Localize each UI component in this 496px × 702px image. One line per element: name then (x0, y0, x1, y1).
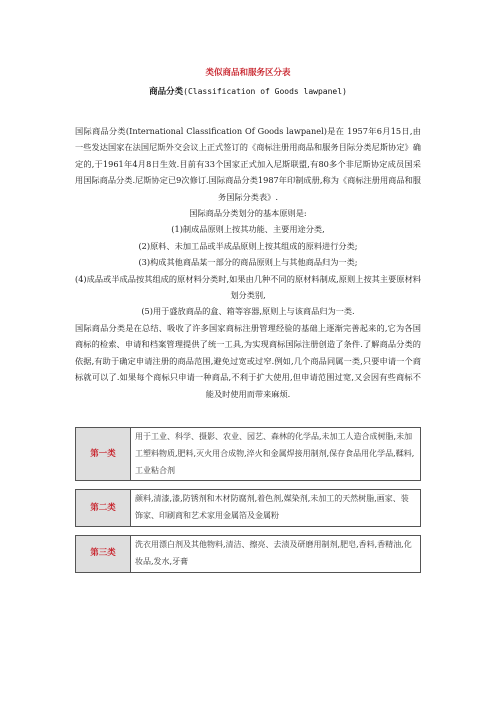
table-row (76, 428, 421, 481)
category-description: 颜料,清漆,漆,防锈剂和木材防腐剂,着色剂,媒染剂,未加工的天然树脂,画家、装饰家、印刷商和艺术家用金属箔及金属粉 (131, 490, 421, 527)
table-row (76, 490, 421, 527)
category-label: 第一类 (76, 428, 131, 481)
principle-2: (2)原料、未加工品或半成品原则上按其组成的原料进行分类; (138, 240, 358, 251)
section-heading (0, 85, 496, 97)
paragraph-intro: 国际商品分类(International Classification Of Goods lawpanel)是在 1957年6月15日,由一些发达国家在法国尼斯外交会议上正式签订的《商标注册用商品和服务目际分类尼斯协定》确定的,于1961年4月8日生效.目前有33个国家正式加入尼斯联盟,有80多个非尼斯协定成员国采用国际商品分类.尼斯协定已9次修订.国际商品分类1987年印制成册,称为《商标注册用商品和服务国际分类表》. (75, 126, 421, 202)
paragraph-principles: 国际商品分类划分的基本原则是: (189, 208, 307, 219)
category-label: 第三类 (76, 535, 131, 572)
principle-3: (3)构成其他商品某一部分的商品原则上与其他商品归为一类; (138, 257, 358, 268)
principle-4: (4)成品或半成品按其组成的原材料分类时,如果由几种不同的原材料制成,原则上按其主要原材料划分类别, (75, 273, 421, 301)
principle-1: (1)制成品原则上按其功能、主要用途分类, (171, 224, 325, 235)
category-description: 用于工业、科学、摄影、农业、园艺、森林的化学品,未加工人造合成树脂,未加工塑料物质,肥料,灭火用合成物,淬火和金属焊接用制剂,保存食品用化学品,鞣料,工业粘合剂 (131, 428, 421, 481)
document-title: 类似商品和服务区分表 (205, 68, 291, 78)
section-heading-en: (Classification of Goods lawpanel) (183, 87, 347, 96)
body-text (75, 123, 421, 402)
category-label: 第二类 (76, 490, 131, 527)
table-row (76, 535, 421, 572)
category-description: 洗衣用漂白剂及其他物料,清洁、擦亮、去渍及研磨用制剂,肥皂,香料,香精油,化妆品,发水,牙膏 (131, 535, 421, 572)
section-heading-cn: 商品分类 (149, 87, 184, 97)
paragraph-conclusion: 国际商品分类是在总结、吸收了许多国家商标注册管理经验的基础上逐渐完善起来的,它为各国商标的检索、申请和档案管理提供了统一工具,为实现商标国际注册创造了条件.了解商品分类的依据,有助于确定申请注册的商品范围,避免过宽或过窄.例如,几个商品同属一类,只要申请一个商标就可以了.如果每个商标只申请一种商品,不利于扩大使用,但申请范围过宽,又会因有些商标不能及时使用而带来麻烦. (75, 322, 421, 399)
principle-5: (5)用于盛放商品的盒、箱等容器,原则上与该商品归为一类. (141, 306, 355, 317)
category-table (75, 427, 421, 573)
